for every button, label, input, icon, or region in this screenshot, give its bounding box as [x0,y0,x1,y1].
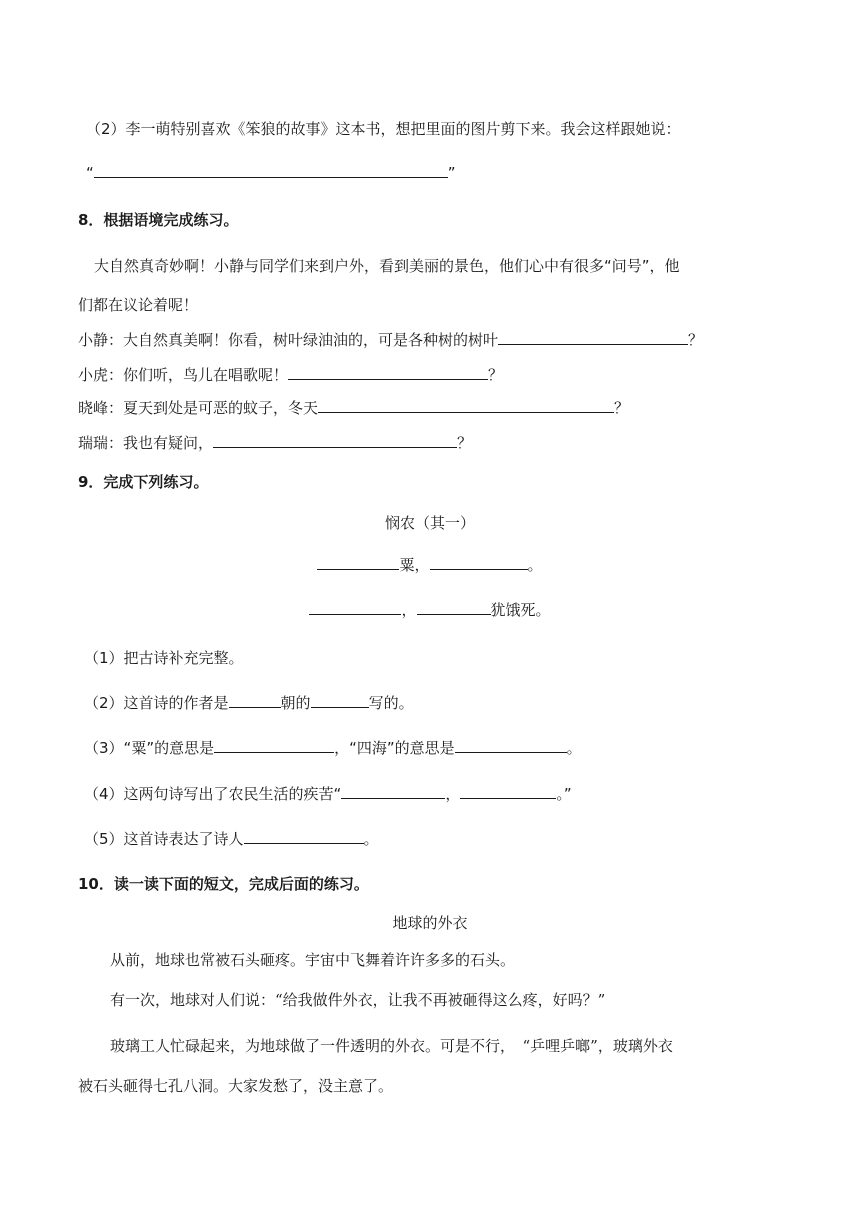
dialog-text: 小虎：你们听，鸟儿在唱歌呢！ [78,366,289,384]
q8-dialog-ruirui [78,433,472,453]
q8-dialog-xiaojing [78,330,703,350]
poem-text: 。 [527,556,543,574]
dialog-text: 瑞瑞：我也有疑问， [78,434,214,452]
answer-blank[interactable] [214,738,334,753]
sub-text: 朝的 [280,694,311,712]
poem-blank[interactable] [430,555,528,570]
sub-text: （3）“粟”的意思是 [84,739,215,757]
sub-text: （2）这首诗的作者是 [84,694,229,712]
poem-blank[interactable] [309,600,401,615]
dialog-text: 小静：大自然真美啊！你看，树叶绿油油的，可是各种树的树叶 [78,331,499,349]
question-mark: ？ [488,366,504,384]
sub-text: （5）这首诗表达了诗人 [84,830,244,848]
answer-blank[interactable] [460,784,556,799]
poem-text: 粟， [399,556,430,574]
q9-sub2 [84,693,414,713]
poem-text: 犹饿死。 [490,601,551,619]
story-paragraph-3-line1: 玻璃工人忙碌起来，为地球做了一件透明的外衣。可是不行， “乒哩乒啷”，玻璃外衣 [110,1037,673,1055]
answer-blank[interactable] [94,163,448,178]
answer-blank[interactable] [244,829,364,844]
story-title: 地球的外衣 [392,914,468,932]
q8-dialog-xiaofeng [78,398,629,418]
q9-sub1: （1）把古诗补充完整。 [84,649,244,667]
question-mark: ？ [688,331,704,349]
story-paragraph-1: 从前，地球也常被石头砸疼。宇宙中飞舞着许许多多的石头。 [110,951,516,969]
poem-line1 [0,555,860,575]
sub-text: 。” [556,785,572,803]
answer-blank[interactable] [288,365,488,380]
q7-sub2-text: （2）李一萌特别喜欢《笨狼的故事》这本书，想把里面的图片剪下来。我会这样跟她说： [86,120,681,138]
q9-title: 9．完成下列练习。 [78,473,209,491]
q8-title: 8．根据语境完成练习。 [78,211,239,229]
q7-answer-line [86,163,456,183]
sub-text: 。 [566,739,582,757]
open-quote: “ [86,164,94,182]
close-quote: ” [447,164,456,182]
poem-text: ， [401,601,417,619]
q9-sub3 [84,738,582,758]
q8-dialog-xiaohu [78,365,503,385]
story-paragraph-2: 有一次，地球对人们说：“给我做件外衣，让我不再被砸得这么疼，好吗？” [110,991,606,1009]
answer-blank[interactable] [455,738,567,753]
sub-text: 写的。 [368,694,414,712]
sub-text: ，“四海”的意思是 [334,739,455,757]
answer-blank[interactable] [311,693,369,708]
sub-text: ， [445,785,461,803]
sub-text: 。 [363,830,379,848]
story-paragraph-3-line2: 被石头砸得七孔八洞。大家发愁了，没主意了。 [78,1077,394,1095]
answer-blank[interactable] [229,693,281,708]
answer-blank[interactable] [318,398,614,413]
q8-intro-line1: 大自然真奇妙啊！小静与同学们来到户外，看到美丽的景色，他们心中有很多“问号”，他 [94,257,680,275]
poem-blank[interactable] [417,600,491,615]
q9-sub4 [84,784,572,804]
question-mark: ？ [614,399,630,417]
q9-sub5 [84,829,379,849]
dialog-text: 晓峰：夏天到处是可恶的蚊子，冬天 [78,399,319,417]
sub-text: （4）这两句诗写出了农民生活的疾苦“ [84,785,342,803]
q10-title: 10．读一读下面的短文，完成后面的练习。 [78,875,369,893]
poem-line2 [0,600,860,620]
answer-blank[interactable] [341,784,445,799]
answer-blank[interactable] [213,433,457,448]
answer-blank[interactable] [498,330,688,345]
q8-intro-line2: 们都在议论着呢！ [78,296,199,314]
poem-title: 悯农（其一） [384,514,475,532]
poem-blank[interactable] [317,555,399,570]
question-mark: ？ [457,434,473,452]
